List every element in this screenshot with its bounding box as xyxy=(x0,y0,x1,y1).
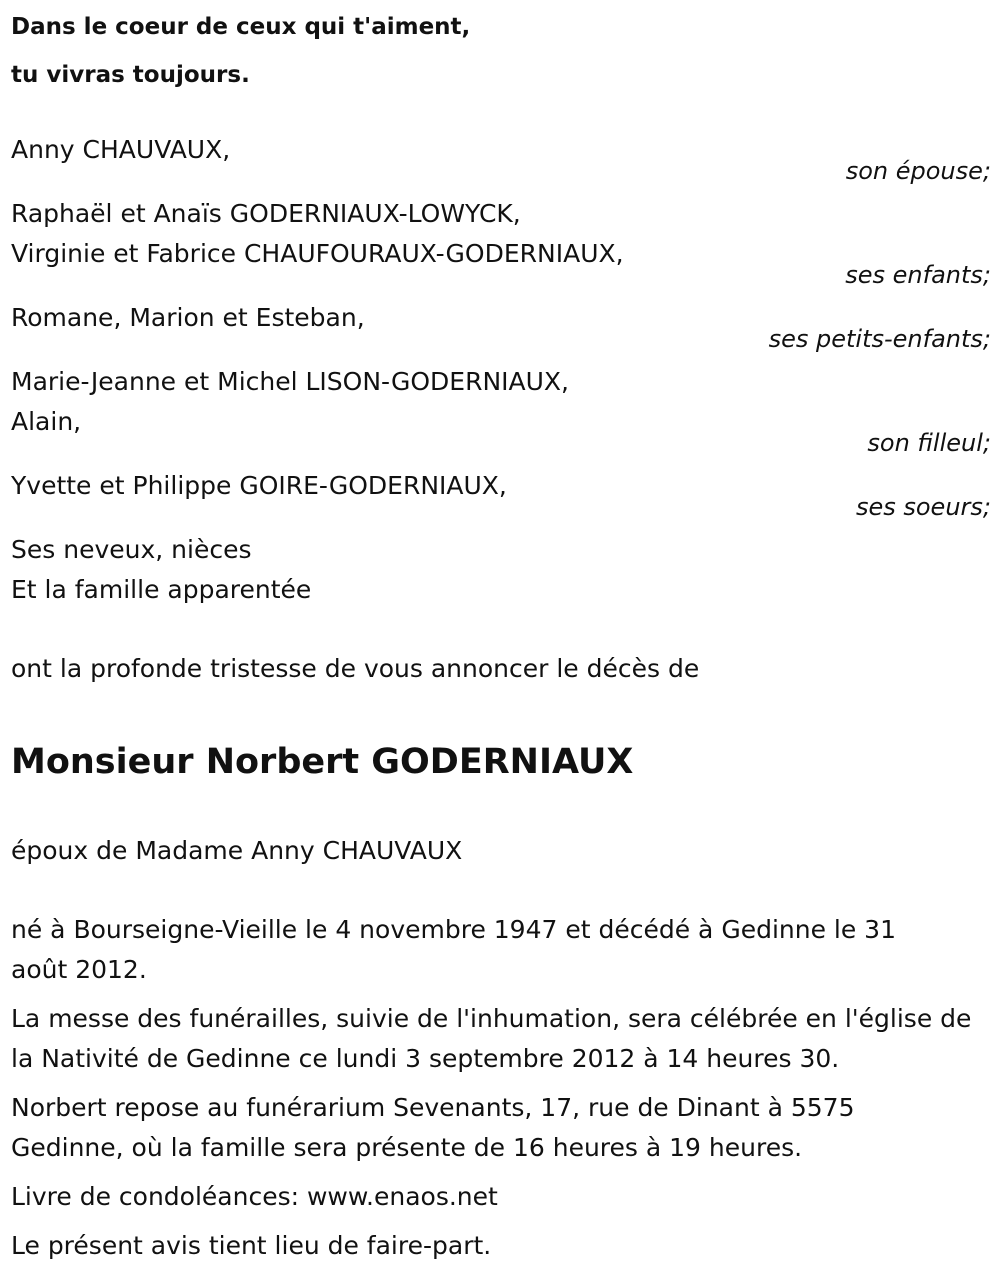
announcement-text: ont la profonde tristesse de vous annoncer le décès de xyxy=(11,654,700,683)
family-name-line: Ses neveux, nièces xyxy=(11,535,252,564)
family-list xyxy=(11,130,991,610)
family-group-children xyxy=(11,194,991,289)
birth-death-paragraph: né à Bourseigne-Vieille le 4 novembre 1947 et décédé à Gedinne le 31 août 2012. xyxy=(11,915,896,984)
family-group-grandchildren xyxy=(11,298,991,353)
obituary-notice xyxy=(11,0,991,1266)
family-name-line: Alain, xyxy=(11,407,82,436)
family-name-line: Virginie et Fabrice CHAUFOURAUX-GODERNIAUX, xyxy=(11,239,624,268)
family-relation: son épouse; xyxy=(845,157,991,185)
family-group-sisters xyxy=(11,466,991,521)
family-relation: ses soeurs; xyxy=(855,493,991,521)
motto-line-2: tu vivras toujours. xyxy=(11,62,250,88)
family-group-extended xyxy=(11,530,991,610)
family-name-line: Yvette et Philippe GOIRE-GODERNIAUX, xyxy=(11,471,507,500)
family-group-godson xyxy=(11,362,991,457)
family-relation: ses enfants; xyxy=(845,261,991,289)
details xyxy=(11,910,991,1266)
spouse-line: époux de Madame Anny CHAUVAUX xyxy=(11,836,463,865)
family-name-line: Et la famille apparentée xyxy=(11,575,312,604)
family-name-line: Anny CHAUVAUX, xyxy=(11,135,231,164)
family-name-line: Romane, Marion et Esteban, xyxy=(11,303,365,332)
deceased-name: Monsieur Norbert GODERNIAUX xyxy=(11,742,634,782)
motto-line-1: Dans le coeur de ceux qui t'aiment, xyxy=(11,14,471,40)
funeral-paragraph: La messe des funérailles, suivie de l'inhumation, sera célébrée en l'église de la Nativité de Gedinne ce lundi 3 septembre 2012 à 14 heures 30. xyxy=(11,1004,972,1073)
family-relation: son filleul; xyxy=(867,429,991,457)
family-group-spouse xyxy=(11,130,991,185)
notice-paragraph: Le présent avis tient lieu de faire-part. xyxy=(11,1231,492,1260)
funerarium-paragraph: Norbert repose au funérarium Sevenants, 17, rue de Dinant à 5575 Gedinne, où la famille sera présente de 16 heures à 19 heures. xyxy=(11,1093,855,1162)
motto xyxy=(11,3,991,99)
family-relation: ses petits-enfants; xyxy=(768,325,991,353)
condolences-paragraph: Livre de condoléances: www.enaos.net xyxy=(11,1182,498,1211)
family-name-line: Raphaël et Anaïs GODERNIAUX-LOWYCK, xyxy=(11,199,521,228)
family-name-line: Marie-Jeanne et Michel LISON-GODERNIAUX, xyxy=(11,367,570,396)
